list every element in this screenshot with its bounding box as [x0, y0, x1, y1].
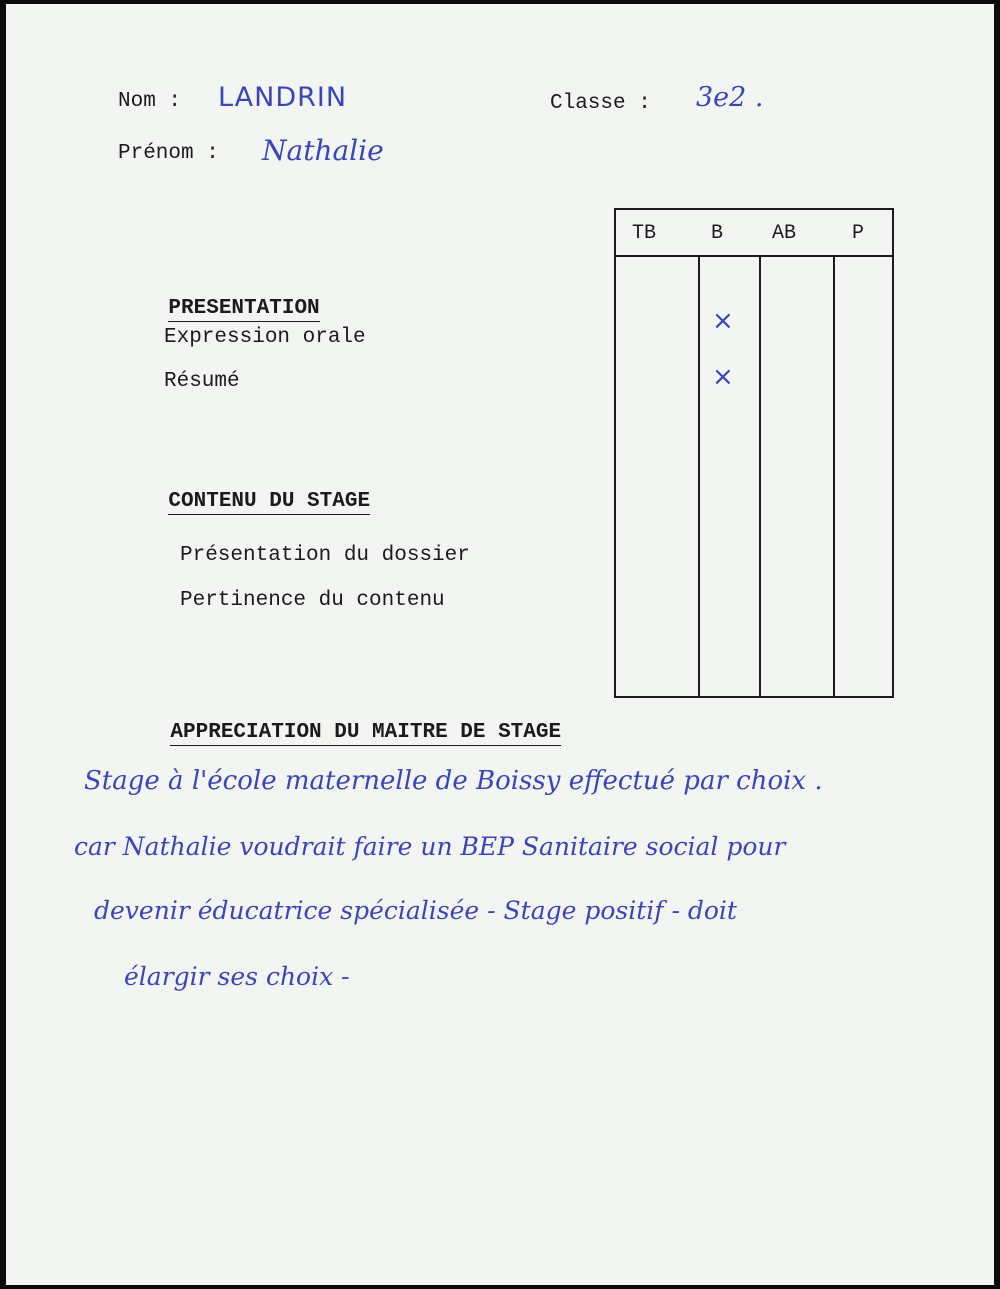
- criterion-resume: Résumé: [164, 370, 240, 393]
- column-header-tb: TB: [632, 222, 657, 245]
- section-heading-presentation: PRESENTATION: [168, 297, 320, 320]
- document-page: [6, 4, 994, 1285]
- classe-value: 3e2 .: [696, 82, 764, 113]
- criterion-pertinence-contenu: Pertinence du contenu: [180, 589, 445, 612]
- prenom-label: Prénom :: [118, 142, 219, 165]
- nom-label: Nom :: [118, 90, 182, 113]
- column-header-b: B: [711, 222, 724, 245]
- column-header-p: P: [852, 222, 865, 245]
- prenom-value: Nathalie: [262, 134, 384, 167]
- appreciation-line-3: devenir éducatrice spécialisée - Stage positif - doit: [94, 896, 737, 925]
- appreciation-line-1: Stage à l'école maternelle de Boissy effectué par choix .: [84, 766, 823, 796]
- mark-expression-orale-b: ×: [712, 306, 734, 336]
- appreciation-line-2: car Nathalie voudrait faire un BEP Sanitaire social pour: [74, 832, 786, 861]
- column-header-ab: AB: [772, 222, 797, 245]
- mark-resume-b: ×: [712, 362, 734, 392]
- section-heading-contenu: CONTENU DU STAGE: [168, 490, 371, 513]
- criterion-expression-orale: Expression orale: [164, 326, 366, 349]
- section-heading-appreciation: APPRECIATION DU MAITRE DE STAGE: [170, 721, 562, 744]
- classe-label: Classe :: [550, 92, 651, 115]
- appreciation-line-4: élargir ses choix -: [124, 962, 350, 991]
- nom-value: LANDRIN: [218, 82, 348, 113]
- grading-grid: [614, 208, 894, 698]
- criterion-presentation-dossier: Présentation du dossier: [180, 544, 470, 567]
